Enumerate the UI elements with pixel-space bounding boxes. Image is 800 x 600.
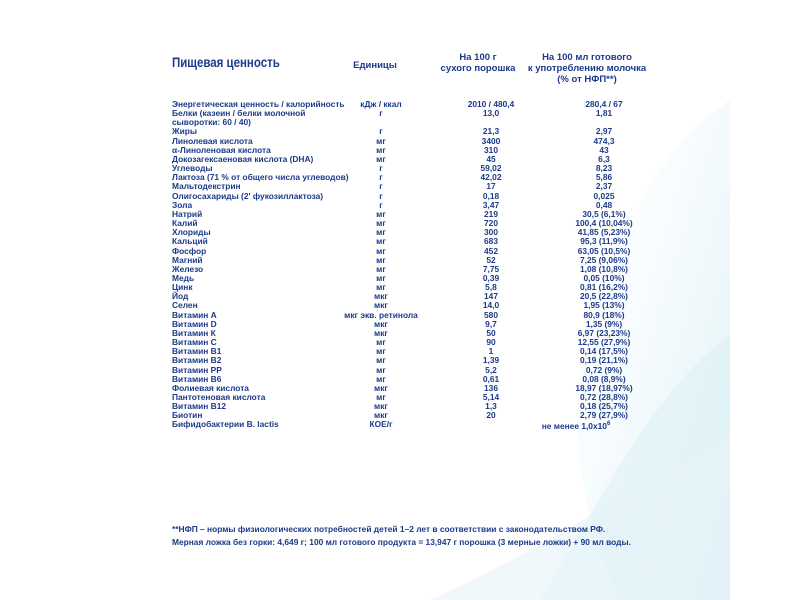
row-dry-value: 59,02 [480, 163, 502, 174]
row-name: Витамин В6 [172, 373, 222, 384]
row-milk-value: 43 [599, 144, 609, 155]
row-name: Кальций [172, 236, 208, 247]
row-name: Йод [172, 291, 189, 302]
row-milk-value: 7,25 (9,06%) [580, 254, 628, 265]
row-milk-value: 80,9 (18%) [583, 309, 625, 320]
row-milk-value: 0,81 (16,2%) [580, 282, 628, 293]
row-milk-value: 1,81 [595, 108, 613, 119]
row-name: Фосфор [172, 245, 207, 256]
row-milk-value: 0,72 (28,8%) [580, 392, 628, 402]
table-row [172, 272, 625, 283]
row-name: Витамин К [172, 327, 216, 338]
row-dry-value: 14,0 [482, 300, 500, 311]
row-dry-value: 147 [484, 291, 498, 302]
row-dry-value: 13,0 [482, 108, 500, 119]
row-name: Олигосахариды (2' фукозиллактоза) [172, 190, 324, 201]
row-dry-value: 219 [484, 208, 498, 219]
row-name: Магний [172, 254, 203, 265]
row-name: α-Линоленовая кислота [172, 144, 271, 155]
row-name: Энергетическая ценность / калорийность [172, 99, 345, 109]
row-dry-value: 5,8 [485, 282, 497, 293]
row-name: Белки (казеин / белки молочной [172, 108, 306, 119]
row-unit: г [379, 199, 383, 210]
table-row [172, 282, 628, 293]
row-milk-value: 0,14 (17,5%) [580, 346, 628, 357]
table-row [172, 337, 631, 348]
row-unit: мг [376, 355, 386, 366]
row-unit: мкг [374, 327, 388, 338]
row-dry-value: 580 [484, 309, 498, 320]
row-name: Натрий [172, 208, 203, 219]
row-milk-value: 280,4 / 67 [585, 99, 623, 109]
row-name: Жиры [172, 126, 197, 137]
row-name: Медь [172, 272, 195, 283]
row-dry-value: 1 [488, 346, 494, 357]
row-name: Углеводы [172, 163, 213, 174]
row-milk-value: 0,72 (9%) [585, 364, 623, 375]
table-row [172, 364, 623, 375]
row-dry-value: 0,18 [482, 190, 500, 201]
row-dry-value: 1,39 [482, 355, 500, 366]
table-row [172, 401, 628, 412]
dry-powder-column-header: На 100 г сухого порошка [440, 52, 516, 74]
row-milk-value: 6,3 [598, 153, 610, 164]
table-body [172, 99, 633, 432]
table-row [172, 218, 633, 229]
row-dry-value: 90 [486, 337, 496, 348]
row-name: Витамин А [172, 309, 217, 320]
row-milk-value: 63,05 (10,5%) [577, 245, 631, 256]
row-dry-value: 7,75 [482, 263, 500, 274]
row-name: Докозагексаеновая кислота (DHA) [172, 153, 314, 164]
table-row [172, 346, 628, 357]
row-unit: КОЕ/г [369, 419, 393, 430]
table-row [172, 236, 628, 247]
table-row [172, 318, 623, 329]
row-unit: мг [376, 337, 386, 348]
row-name: Селен [172, 300, 198, 311]
row-milk-value: 0,025 [593, 190, 615, 201]
row-milk-value: 2,79 (27,9%) [580, 410, 628, 421]
row-dry-value: 5,2 [485, 364, 497, 375]
row-unit: мг [376, 272, 386, 283]
row-dry-value: 20 [486, 410, 496, 421]
table-row [172, 201, 612, 210]
row-dry-value: 42,02 [480, 172, 502, 183]
row-unit: мкг [374, 291, 388, 302]
row-dry-value: 52 [486, 254, 496, 265]
row-milk-value: 18,97 (18,97%) [575, 382, 633, 393]
row-unit: г [379, 108, 383, 119]
row-dry-value: 136 [484, 382, 498, 393]
row-unit: мг [376, 153, 386, 164]
table-row [172, 245, 631, 256]
footnotes [172, 523, 631, 549]
row-unit: мкг [374, 410, 388, 421]
row-name: Витамин В1 [172, 346, 222, 357]
row-unit: мг [376, 346, 386, 357]
row-milk-value [532, 118, 646, 127]
table-row [172, 392, 628, 402]
row-dry-value: 45 [486, 153, 496, 164]
row-milk-value: 2,37 [595, 181, 613, 192]
row-dry-value: 3400 [481, 135, 501, 146]
row-unit [320, 118, 430, 127]
row-dry-value [430, 118, 532, 127]
row-dry-value: 300 [484, 227, 498, 238]
row-milk-value: 1,95 (13%) [583, 300, 625, 311]
row-name: Зола [172, 199, 193, 210]
row-dry-value: 720 [484, 218, 498, 229]
table-row [172, 355, 628, 366]
row-unit: мг [376, 236, 386, 247]
footnote-scoop: Мерная ложка без горки: 4,649 г; 100 мл готового продукта = 13,947 г порошка (3 мерные ложки) + 90 мл воды. [172, 537, 631, 547]
row-name: Витамин В2 [172, 355, 222, 366]
nutrition-table [172, 52, 647, 432]
row-name: Фолиевая кислота [172, 382, 249, 393]
row-dry-value: 2010 / 480,4 [467, 99, 515, 109]
row-name: Лактоза (71 % от общего числа углеводов) [172, 172, 349, 183]
table-row [172, 309, 625, 320]
row-name: Витамин РР [172, 364, 222, 375]
row-unit: г [379, 190, 383, 201]
row-dry-value: 310 [484, 144, 498, 155]
row-dry-value: 3,47 [482, 199, 500, 210]
row-name: Витамин D [172, 318, 217, 329]
row-milk-value: 0,48 [595, 199, 613, 210]
table-row [172, 208, 626, 219]
row-milk-value: 474,3 [593, 135, 615, 146]
row-milk-value: 2,97 [595, 126, 613, 137]
row-unit: мкг [374, 318, 388, 329]
row-name: Витамин В12 [172, 401, 227, 412]
row-value: не менее $1,0x10^6$ [541, 421, 611, 432]
table-row-bifidobacteria [172, 420, 612, 431]
row-dry-value: 5,14 [482, 392, 500, 402]
table-row [172, 190, 615, 201]
row-unit: г [379, 126, 383, 137]
row-dry-value: 1,3 [485, 401, 497, 412]
row-name: Железо [172, 263, 204, 274]
table-header [172, 52, 647, 102]
row-name: Биотин [172, 410, 203, 421]
row-name: Витамин С [172, 337, 217, 348]
row-milk-value: 20,5 (22,8%) [580, 291, 628, 302]
row-name: Хлориды [172, 227, 211, 238]
row-unit: мкг [374, 300, 388, 311]
table-row [172, 227, 631, 238]
ready-milk-column-header: На 100 мл готового к употреблению молочка (% от НФП**) [527, 52, 647, 85]
row-dry-value: 452 [484, 245, 498, 256]
row-milk-value: 8,23 [595, 163, 613, 174]
row-unit: кДж / ккал [360, 99, 402, 109]
row-unit: мкг [374, 401, 388, 412]
row-milk-value: 0,18 (25,7%) [580, 401, 628, 412]
row-milk-value: 0,05 (10%) [583, 272, 625, 283]
row-unit: мг [376, 263, 386, 274]
row-name: Пантотеновая кислота [172, 392, 266, 402]
row-dry-value: 17 [486, 181, 496, 192]
table-row [172, 254, 628, 265]
row-name: Цинк [172, 282, 193, 293]
row-name: Линолевая кислота [172, 135, 253, 146]
row-unit: г [379, 172, 383, 183]
table-row [172, 263, 628, 274]
row-unit: г [379, 181, 383, 192]
row-milk-value: 1,35 (9%) [585, 318, 623, 329]
row-unit: мг [376, 282, 386, 293]
row-unit: мг [376, 218, 386, 229]
row-milk-value: 0,19 (21,1%) [580, 355, 628, 366]
units-column-header: Единицы [353, 60, 397, 71]
row-unit: мг [376, 373, 386, 384]
row-dry-value: 0,61 [482, 373, 500, 384]
table-row [172, 327, 631, 338]
row-milk-value: 95,3 (11,9%) [580, 236, 628, 247]
row-name: Калий [172, 218, 198, 229]
row-unit: мкг [374, 382, 388, 393]
table-row [172, 291, 628, 302]
row-dry-value: 9,7 [485, 318, 497, 329]
row-dry-value: 21,3 [482, 126, 500, 137]
table-row [172, 118, 612, 127]
row-name: Мальтодекстрин [172, 181, 241, 192]
row-dry-value: 0,39 [482, 272, 500, 283]
row-milk-value: 41,85 (5,23%) [577, 227, 631, 238]
row-milk-value: 30,5 (6,1%) [582, 208, 626, 219]
row-unit: мкг экв. ретинола [344, 309, 418, 320]
row-unit: мг [376, 227, 386, 238]
row-unit: мг [376, 144, 386, 155]
row-milk-value: 0,08 (8,9%) [582, 373, 626, 384]
table-title: Пищевая ценность [172, 54, 280, 70]
row-name: сыворотки: 60 / 40) [172, 117, 251, 128]
row-milk-value: 100,4 (10,04%) [575, 218, 633, 229]
row-unit: мг [376, 245, 386, 256]
row-unit: мг [376, 135, 386, 146]
row-dry-value: 50 [486, 327, 496, 338]
table-row [172, 155, 612, 164]
row-unit: мг [376, 208, 386, 219]
footnote-nfp: **НФП – нормы физиологических потребностей детей 1–2 лет в соответствии с законодательством РФ. [172, 524, 606, 534]
row-unit: г [379, 163, 383, 174]
row-unit: мг [376, 254, 386, 265]
row-unit: мг [376, 392, 386, 402]
row-unit: мг [376, 364, 386, 375]
row-milk-value: 6,97 (23,23%) [577, 327, 631, 338]
row-milk-value: 12,55 (27,9%) [577, 337, 631, 348]
row-milk-value: 1,08 (10,8%) [580, 263, 628, 274]
row-dry-value: 683 [484, 236, 498, 247]
row-name: Бифидобактерии B. lactis [172, 419, 279, 430]
row-milk-value: 5,86 [595, 172, 613, 183]
